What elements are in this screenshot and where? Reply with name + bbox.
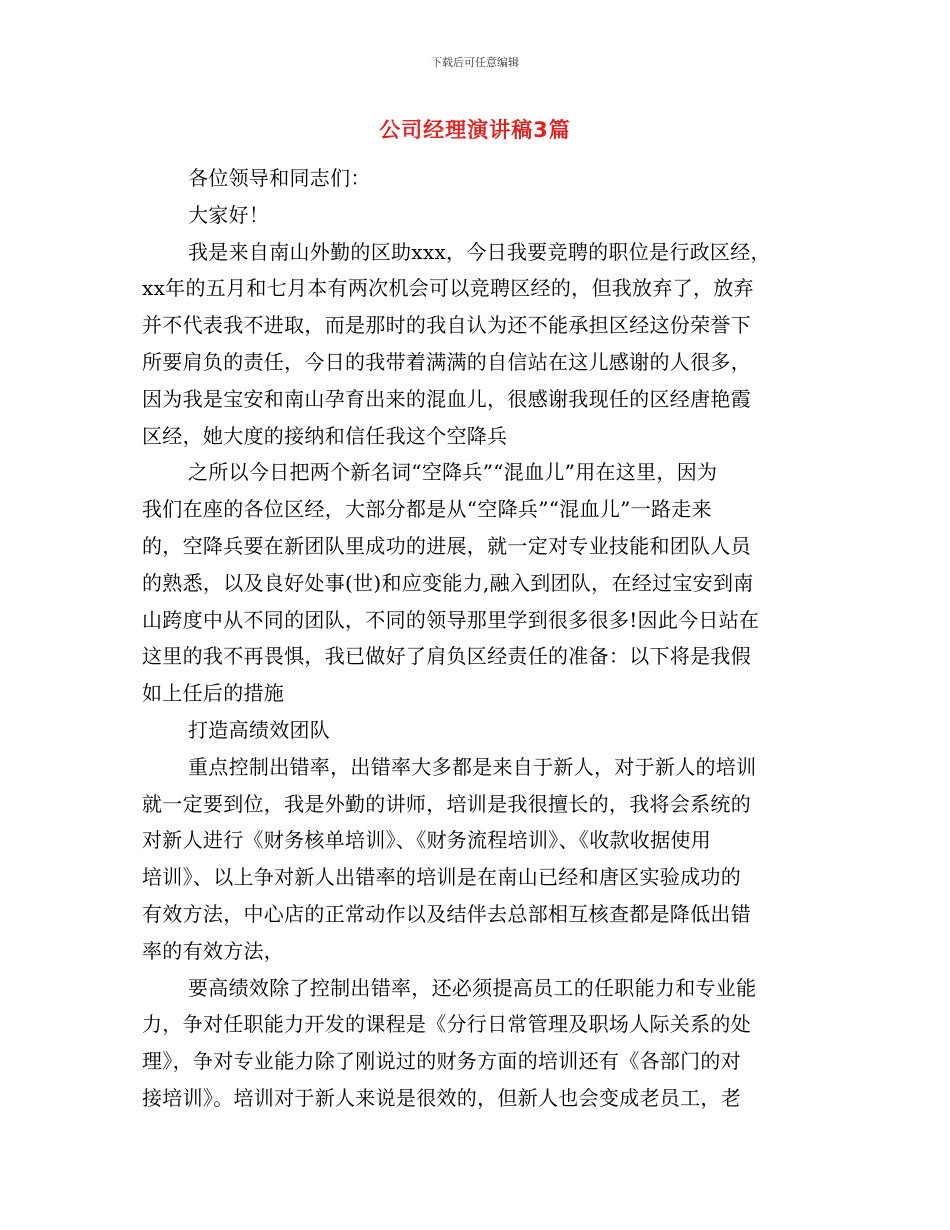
paragraph-first-line: 我是来自南山外勤的区助xxx，今日我要竞聘的职位是行政区经， xyxy=(188,239,771,264)
paragraph-first-line: 打造高绩效团队 xyxy=(188,717,331,742)
paragraph-line: 区经，她大度的接纳和信任我这个空降兵 xyxy=(142,423,508,448)
paragraph-line: 有效方法，中心店的正常动作以及结伴去总部相互核查都是降低出错 xyxy=(142,901,751,926)
paragraph-line: 就一定要到位，我是外勤的讲师，培训是我很擅长的，我将会系统的 xyxy=(142,791,751,816)
paragraph-line: 的，空降兵要在新团队里成功的进展，就一定对专业技能和团队人员 xyxy=(142,533,751,558)
paragraph-first-line: 要高绩效除了控制出错率，还必须提高员工的任职能力和专业能 xyxy=(188,975,757,1000)
paragraph-line: 理》，争对专业能力除了刚说过的财务方面的培训还有《各部门的对 xyxy=(142,1049,741,1074)
paragraph-line: 力，争对任职能力开发的课程是《分行日常管理及职场人际关系的处 xyxy=(142,1012,751,1037)
paragraph-first-line: 之所以今日把两个新名词“空降兵”“混血儿”用在这里，因为 xyxy=(188,460,718,485)
paragraph-line: xx年的五月和七月本有两次机会可以竞聘区经的，但我放弃了，放弃 xyxy=(142,276,754,301)
paragraph-first-line: 重点控制出错率，出错率大多都是来自于新人，对于新人的培训 xyxy=(188,754,757,779)
document-body xyxy=(142,160,808,1117)
paragraph-line: 接培训》。培训对于新人来说是很效的，但新人也会变成老员工，老 xyxy=(142,1085,741,1110)
paragraph-line: 这里的我不再畏惧，我已做好了肩负区经责任的准备：以下将是我假 xyxy=(142,644,751,669)
paragraph-line: 率的有效方法， xyxy=(142,938,285,963)
paragraph-line: 对新人进行《财务核单培训》、《财务流程培训》、《收款收据使用 xyxy=(142,828,711,853)
paragraph-line: 如上任后的措施 xyxy=(142,681,285,706)
paragraph-line: 并不代表我不进取，而是那时的我自认为还不能承担区经这份荣誉下 xyxy=(142,313,751,338)
paragraph-line: 因为我是宝安和南山孕育出来的混血儿，很感谢我现任的区经唐艳霞 xyxy=(142,386,751,411)
header-note: 下载后可任意编辑 xyxy=(431,56,519,69)
paragraph-line: 的熟悉，以及良好处事(世)和应变能力,融入到团队，在经过宝安到南 xyxy=(142,570,754,595)
document-title: 公司经理演讲稿3篇 xyxy=(379,118,571,142)
paragraph-first-line: 各位领导和同志们： xyxy=(188,166,371,190)
paragraph-line: 培训》、以上争对新人出错率的培训是在南山已经和唐区实验成功的 xyxy=(142,865,741,890)
paragraph-line: 所要肩负的责任，今日的我带着满满的自信站在这儿感谢的人很多， xyxy=(142,349,751,374)
paragraph-line: 我们在座的各位区经，大部分都是从“空降兵”“混血儿”一路走来 xyxy=(142,497,712,522)
paragraph-line: 山跨度中从不同的团队，不同的领导那里学到很多很多!因此今日站在 xyxy=(142,607,760,632)
paragraph-first-line: 大家好！ xyxy=(188,202,270,227)
